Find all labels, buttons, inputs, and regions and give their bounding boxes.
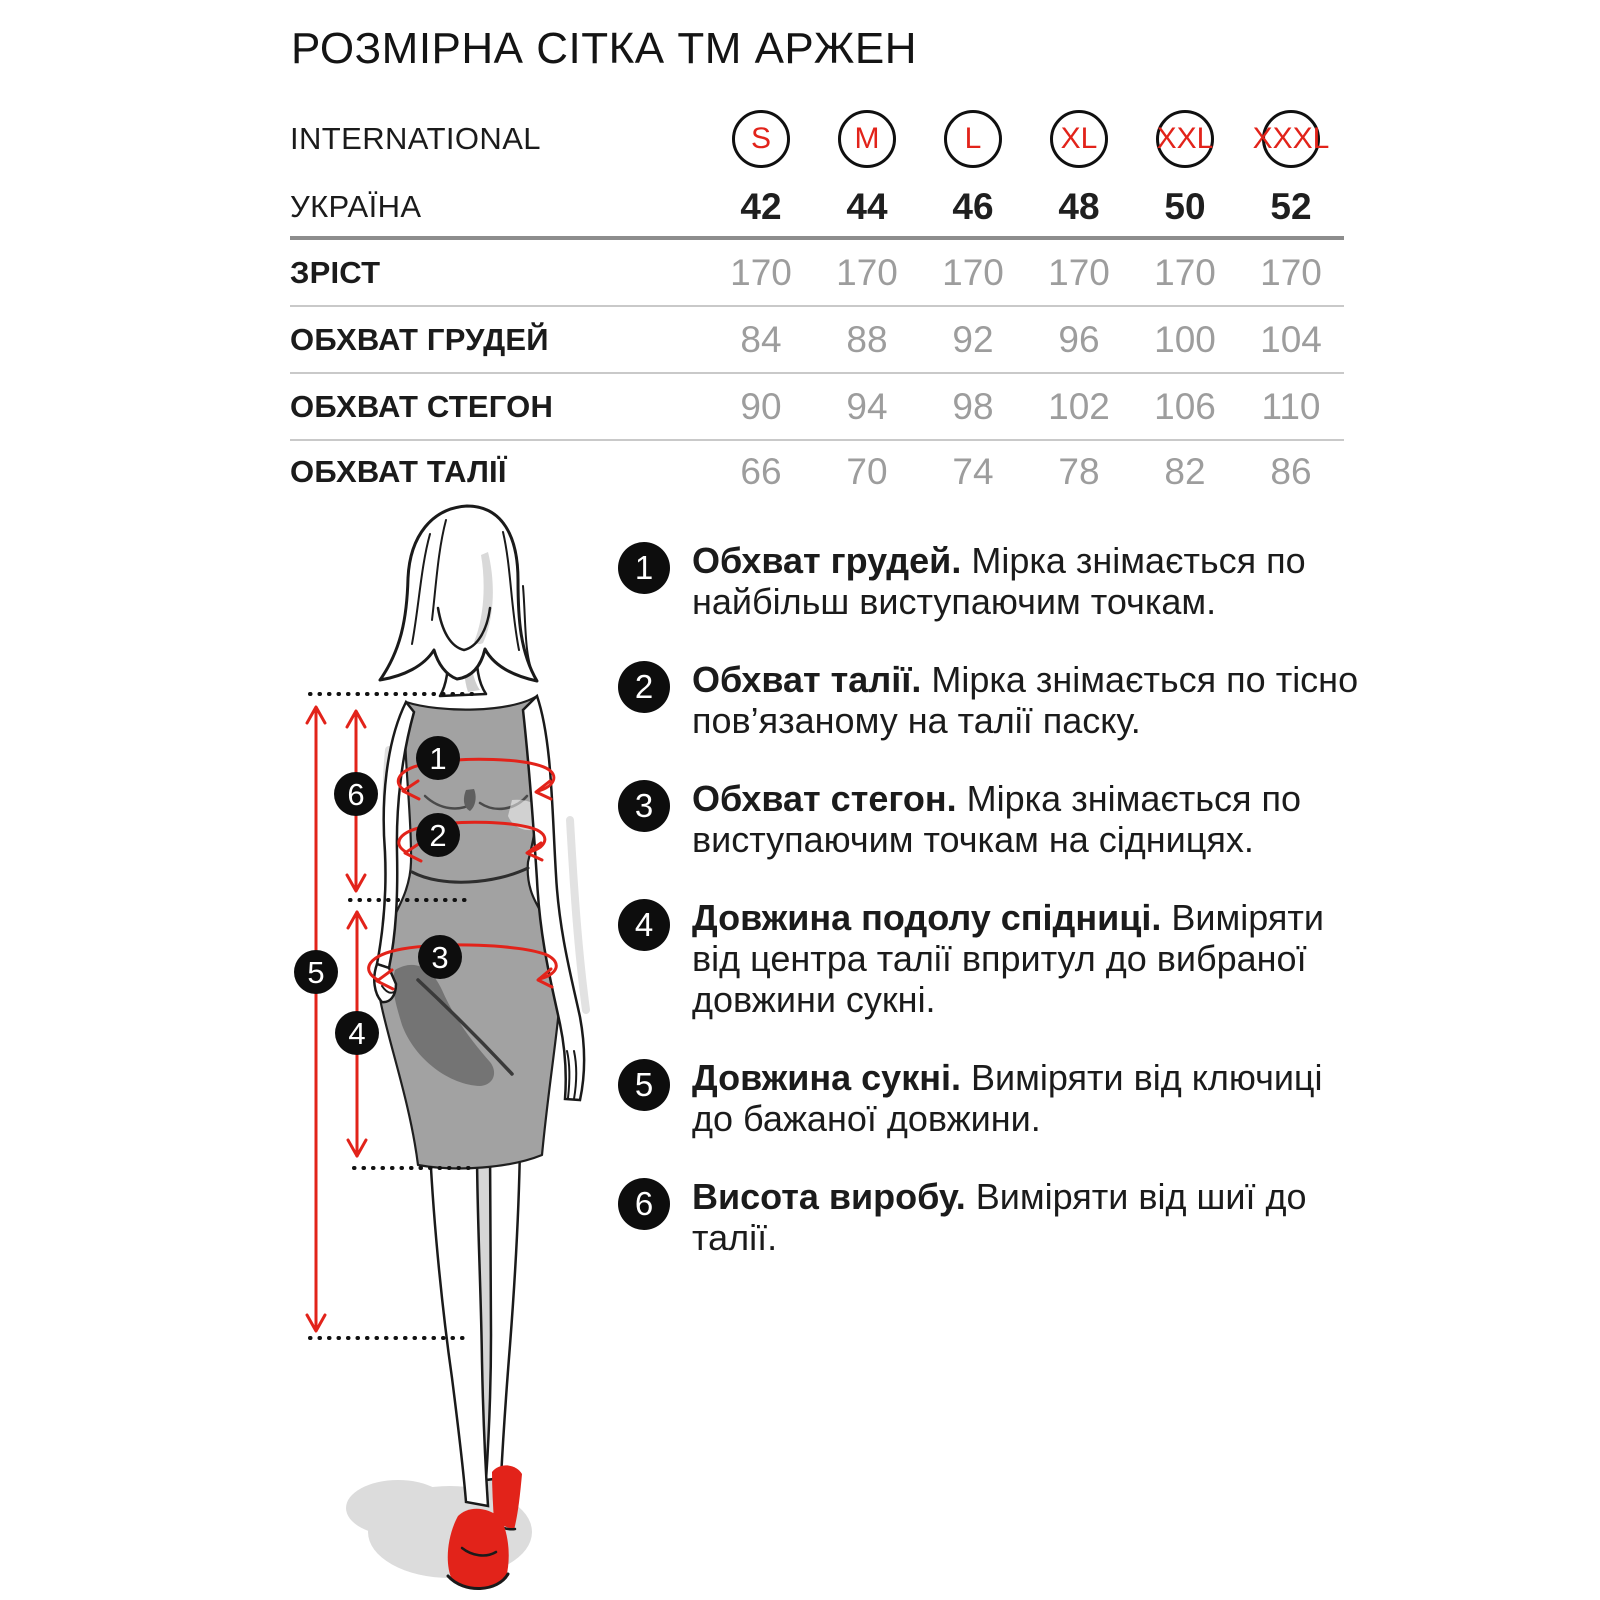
measure-value: 106	[1154, 385, 1216, 427]
size-circle-label: M	[854, 122, 880, 155]
size-circle-cell	[944, 110, 1002, 168]
legend-term: Обхват стегон.	[692, 778, 957, 819]
size-circle	[1252, 110, 1330, 168]
size-circle-label: XL	[1060, 122, 1098, 155]
size-circle-cell	[1156, 110, 1214, 168]
row-label: ОБХВАТ ТАЛІЇ	[290, 454, 507, 489]
size-value: 44	[846, 186, 888, 227]
legend-item-hips	[618, 778, 1380, 860]
row-label-ukraine: УКРАЇНА	[290, 189, 422, 224]
legend-item-product-height	[618, 1176, 1380, 1258]
measure-value: 170	[1048, 251, 1110, 293]
measure-value: 170	[1154, 251, 1216, 293]
head	[380, 506, 537, 681]
figure-marker-3-label: 3	[431, 940, 449, 975]
table-row-ukraine	[290, 178, 1344, 236]
figure-marker-5-label: 5	[307, 955, 325, 990]
size-value: 46	[952, 186, 994, 227]
size-table	[290, 100, 1344, 503]
figure-marker-2-label: 2	[429, 818, 447, 853]
table-row-international	[290, 100, 1344, 178]
table-row-waist	[290, 441, 1344, 503]
table-row-bust	[290, 307, 1344, 372]
measure-value: 170	[1260, 251, 1322, 293]
size-value: 42	[740, 186, 782, 227]
legend-item-waist	[618, 659, 1380, 741]
legend-term: Довжина сукні.	[692, 1057, 961, 1098]
measure-value: 100	[1154, 318, 1216, 360]
size-circle-cell	[838, 110, 896, 168]
measure-value: 96	[1058, 318, 1100, 360]
row-label: ОБХВАТ ГРУДЕЙ	[290, 321, 549, 357]
legend-text	[692, 778, 1372, 860]
legend-term: Обхват талії.	[692, 659, 922, 700]
measure-value: 88	[846, 318, 888, 360]
size-circle	[732, 110, 790, 168]
legend-item-dress-length	[618, 1057, 1380, 1139]
measure-value: 102	[1048, 385, 1110, 427]
legend-number-badge: 1	[618, 542, 670, 594]
legend-text	[692, 659, 1372, 741]
measure-value: 94	[846, 385, 888, 427]
figure-marker-6-label: 6	[347, 777, 365, 812]
measure-value: 104	[1260, 318, 1322, 360]
measure-value: 66	[740, 451, 782, 492]
size-circle-label: S	[750, 122, 771, 155]
legend-number-badge: 5	[618, 1059, 670, 1111]
legend-term: Обхват грудей.	[692, 540, 962, 581]
measure-value: 84	[740, 318, 782, 360]
legend-desc: Виміряти від ключиці до бажаної довжини.	[692, 1057, 1323, 1139]
measure-value: 78	[1058, 451, 1100, 492]
legs	[430, 1145, 520, 1506]
legend-text	[692, 897, 1372, 1020]
row-label: ЗРІСТ	[290, 254, 381, 290]
measure-value: 70	[846, 451, 888, 492]
legend-term: Висота виробу.	[692, 1176, 966, 1217]
size-circle	[944, 110, 1002, 168]
legend-item-bust	[618, 540, 1380, 622]
legend-desc: Мірка знімається по виступаючим точкам на сідницях.	[692, 778, 1301, 860]
legend-number-badge: 4	[618, 899, 670, 951]
legend-number-badge: 6	[618, 1178, 670, 1230]
woman-measurement-sketch	[280, 500, 640, 1600]
legend-text	[692, 1176, 1372, 1258]
measure-value: 170	[836, 251, 898, 293]
size-circle-label: L	[964, 122, 982, 155]
size-circle	[1050, 110, 1108, 168]
row-label-international: INTERNATIONAL	[290, 121, 541, 156]
figure-marker-1-label: 1	[429, 741, 447, 776]
size-circle-cell	[1252, 110, 1330, 168]
size-circle-label: XXL	[1156, 122, 1214, 155]
measure-value: 92	[952, 318, 994, 360]
legend-text	[692, 540, 1372, 622]
figure-marker-4-label: 4	[348, 1016, 366, 1051]
legend-term: Довжина подолу спідниці.	[692, 897, 1162, 938]
size-circle	[1156, 110, 1214, 168]
size-circle	[838, 110, 896, 168]
legend-number-badge: 2	[618, 661, 670, 713]
table-row-height	[290, 240, 1344, 305]
legend-desc: Виміряти від центра талії впритул до вибраної довжини сукні.	[692, 897, 1324, 1020]
size-circle-cell	[732, 110, 790, 168]
measure-value: 74	[952, 451, 994, 492]
size-circle-label: XXXL	[1252, 122, 1330, 155]
size-value: 50	[1164, 186, 1206, 227]
legend-number-badge: 3	[618, 780, 670, 832]
legend-desc: Мірка знімається по найбільш виступаючим точкам.	[692, 540, 1306, 622]
measure-value: 110	[1261, 385, 1321, 427]
figure-illustration	[280, 500, 640, 1600]
size-circle-cell	[1050, 110, 1108, 168]
table-row-hips	[290, 374, 1344, 439]
measure-value: 82	[1164, 451, 1206, 492]
legend-item-skirt-length	[618, 897, 1380, 1020]
row-label: ОБХВАТ СТЕГОН	[290, 388, 554, 424]
legend-desc: Мірка знімається по тісно пов’язаному на талії паску.	[692, 659, 1359, 741]
legend-desc: Виміряти від шиї до талії.	[692, 1176, 1307, 1258]
size-value: 48	[1058, 186, 1100, 227]
measure-value: 98	[952, 385, 994, 427]
size-value: 52	[1270, 186, 1312, 227]
measure-value: 170	[942, 251, 1004, 293]
page-title: РОЗМІРНА СІТКА ТМ АРЖЕН	[291, 24, 918, 73]
measure-value: 86	[1270, 451, 1312, 492]
measurement-legend	[618, 540, 1380, 1295]
legend-text	[692, 1057, 1372, 1139]
measure-value: 90	[740, 385, 782, 427]
measure-value: 170	[730, 251, 792, 293]
